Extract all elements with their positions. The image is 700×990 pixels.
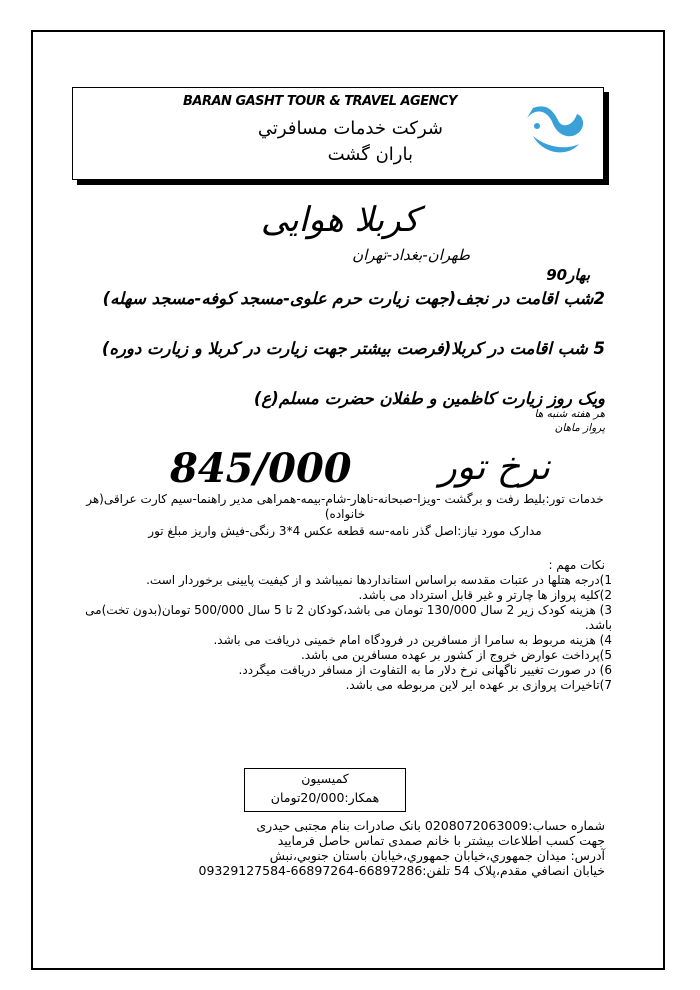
notes-title: نکات مهم : bbox=[548, 558, 605, 572]
footer-info bbox=[65, 818, 605, 878]
note-item: 1)درجه هتلها در عتبات مقدسه براساس استانداردها نمیباشد و از کیفیت پایینی برخوردار است. bbox=[146, 573, 612, 587]
airline: پرواز ماهان bbox=[554, 422, 605, 434]
notes-list bbox=[82, 573, 612, 693]
agency-name-persian-line1: شرکت خدمات مسافرتي bbox=[257, 118, 443, 139]
address-line2: خیابان انصافي مقدم،پلاک 54 تلفن:66897286-66897264-09329127584 bbox=[198, 863, 605, 878]
tour-price-label: نرخ تور bbox=[439, 447, 550, 488]
contact-line: جهت کسب اطلاعات بیشتر با خانم صمدی تماس حاصل فرمایید bbox=[277, 833, 605, 848]
agency-name-persian-line2: باران گشت bbox=[327, 144, 413, 165]
note-item: 5)پرداخت عوارض خروج از کشور بر عهده مسافرین می باشد. bbox=[300, 648, 612, 662]
note-item: 6) در صورت تغییر ناگهانی نرخ دلار ما به التفاوت از مسافر دریافت میگردد. bbox=[238, 663, 612, 677]
agency-name-english: BARAN GASHT TOUR & TRAVEL AGENCY bbox=[183, 94, 457, 109]
tour-title: کربلا هوایی bbox=[260, 200, 420, 240]
tour-services: خدمات تور:بلیط رفت و برگشت -ویزا-صبحانه-ناهار-شام-بیمه-همراهی مدیر راهنما-سیم کارت عراقی(هر خانواده) bbox=[86, 492, 604, 521]
commission-box bbox=[244, 768, 406, 812]
commission-value: همکار:20/000تومان bbox=[270, 790, 380, 805]
tour-route: طهران-بغداد-تهران bbox=[352, 246, 470, 264]
najaf-stay: 2شب اقامت در نجف(جهت زیارت حرم علوی-مسجد کوفه-مسجد سهله) bbox=[102, 289, 605, 308]
note-item: 2)کلیه پرواز ها چارتر و غیر قابل استرداد می باشد. bbox=[358, 588, 612, 602]
note-item: 7)تاخیرات پروازی بر عهده ایر لاین مربوطه می باشد. bbox=[345, 678, 612, 692]
tour-season: بهار90 bbox=[546, 266, 590, 284]
kazemain-visit: ویک روز زیارت کاظمین و طفلان حضرت مسلم(ع) bbox=[253, 389, 605, 408]
address-line1: آدرس: میدان جمهوري،خیابان جمهوري،خیابان باستان جنوبي،نبش bbox=[269, 848, 605, 863]
karbala-stay: 5 شب اقامت در کربلا(فرصت بیشتر جهت زیارت در کربلا و زیارت دوره) bbox=[101, 339, 605, 358]
required-documents: مدارک مورد نیاز:اصل گذر نامه-سه قطعه عکس 4*3 رنگی-فیش واریز مبلغ تور bbox=[148, 524, 542, 538]
departure-days: هر هفته شنبه ها bbox=[534, 408, 605, 420]
dove-logo-icon bbox=[519, 96, 589, 166]
commission-label: کمیسیون bbox=[301, 771, 349, 786]
note-item: 4) هزینه مربوط به سامرا از مسافرین در فرودگاه امام خمینی دریافت می باشد. bbox=[213, 633, 612, 647]
header-box bbox=[72, 87, 604, 180]
bank-account: شماره حساب:0208072063009 بانک صادرات بنام مجتبی حیدری bbox=[256, 818, 605, 833]
note-item: 3) هزینه کودک زیر 2 سال 130/000 تومان می باشد،کودکان 2 تا 5 سال 500/000 تومان(بدون تخت)می باشد. bbox=[85, 603, 612, 632]
tour-price: 845/000 bbox=[170, 445, 352, 492]
price-row bbox=[170, 445, 550, 495]
